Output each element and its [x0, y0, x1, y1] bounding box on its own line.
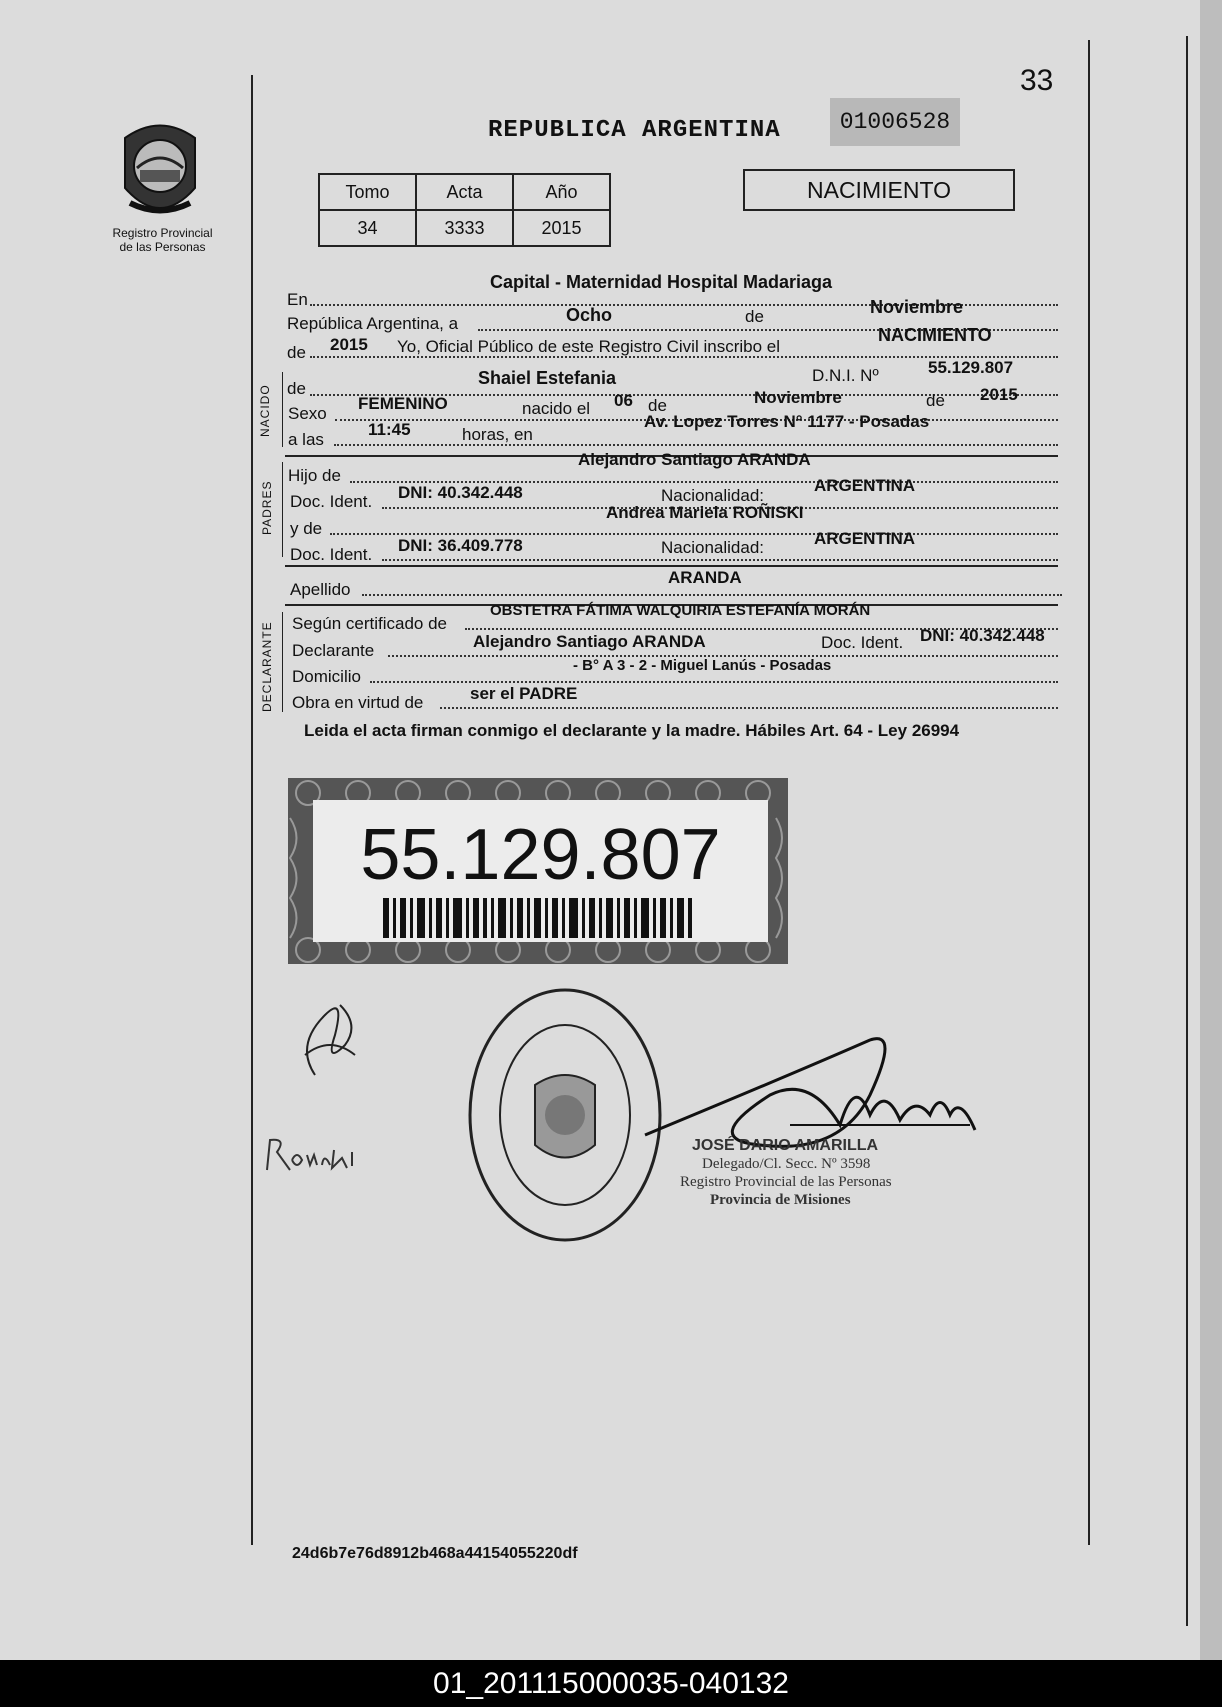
mother-signature-icon	[262, 1130, 362, 1180]
record-type-box: NACIMIENTO	[743, 169, 1015, 211]
oficial-text: Yo, Oficial Público de este Registro Civil inscribo el	[397, 337, 780, 356]
month: Noviembre	[870, 297, 964, 317]
page-edge-line	[1186, 36, 1188, 1626]
de-label: de	[745, 307, 764, 326]
dni-label: D.N.I. Nº	[812, 366, 879, 385]
table-cell: 2015	[513, 210, 610, 246]
table-header-row	[319, 174, 610, 210]
child-name: Shaiel Estefania	[478, 368, 617, 388]
dni-number: 55.129.807	[360, 815, 721, 895]
file-name-bar: 01_201115000035-040132	[0, 1660, 1222, 1707]
declarant-signature-icon	[285, 985, 365, 1085]
en-value: Capital - Maternidad Hospital Madariaga	[490, 272, 833, 292]
nacido-label: nacido el	[522, 399, 591, 418]
de-label: de	[648, 396, 667, 415]
nacionalidad-label: Nacionalidad:	[661, 538, 765, 557]
yde-label: y de	[290, 519, 323, 538]
apellido-value: ARANDA	[668, 568, 742, 587]
section-label-padres: PADRES	[260, 480, 274, 535]
right-margin-line	[1088, 40, 1090, 1545]
domicilio-value: - B° A 3 - 2 - Miguel Lanús - Posadas	[573, 657, 832, 674]
horas-label: horas, en	[462, 425, 533, 444]
declarante-value: Alejandro Santiago ARANDA	[473, 632, 706, 651]
father-nationality: ARGENTINA	[814, 476, 916, 495]
official-registry: Registro Provincial de las Personas	[680, 1174, 892, 1190]
birth-time: 11:45	[368, 420, 411, 439]
section-label-nacido: NACIDO	[258, 384, 272, 437]
mother-doc: DNI: 36.409.778	[398, 536, 523, 555]
doc-label: Doc. Ident.	[821, 633, 904, 652]
child-dni: 55.129.807	[928, 358, 1014, 377]
domicilio-label: Domicilio	[292, 667, 361, 686]
dni-label-panel	[313, 800, 768, 942]
republica-label: República Argentina, a	[287, 314, 459, 333]
birth-place: Av. Lopez Torres N° 1177 - Posadas	[644, 412, 930, 431]
mother-nationality: ARGENTINA	[814, 529, 916, 548]
declarante-doc: DNI: 40.342.448	[920, 626, 1045, 645]
section-bar	[282, 612, 283, 712]
signing-note: Leida el acta firman conmigo el declarante y la madre. Hábiles Art. 64 - Ley 26994	[304, 721, 960, 740]
father-name: Alejandro Santiago ARANDA	[578, 450, 811, 469]
dotted-line	[370, 680, 1058, 683]
alas-label: a las	[288, 430, 324, 449]
doc-label: Doc. Ident.	[290, 545, 373, 564]
apellido-label: Apellido	[290, 580, 351, 599]
certificado-value: OBSTETRA FÁTIMA WALQUIRIA ESTEFANÍA MORÁN	[490, 602, 871, 619]
nacionalidad-label: Nacionalidad:	[661, 486, 765, 505]
dotted-line	[362, 593, 1062, 596]
official-seal-icon	[465, 985, 665, 1245]
official-stamp	[680, 1137, 892, 1209]
table-header-cell: Año	[513, 174, 610, 210]
emblem-caption-line: Registro Provincial	[112, 226, 213, 240]
sexo-value: FEMENINO	[358, 394, 448, 413]
table-header-cell: Acta	[416, 174, 513, 210]
section-label-declarante: DECLARANTE	[260, 621, 274, 712]
birth-month: Noviembre	[754, 388, 842, 407]
hijo-label: Hijo de	[288, 466, 341, 485]
de-label: de	[926, 391, 945, 410]
dotted-line	[382, 558, 1058, 561]
dotted-line	[440, 706, 1058, 709]
en-label: En	[287, 290, 308, 309]
page-number: 33	[1020, 64, 1054, 97]
official-name: JOSÉ DARIO AMARILLA	[692, 1137, 879, 1154]
table-header-cell: Tomo	[319, 174, 416, 210]
dni-label-card	[288, 778, 788, 964]
emblem-caption	[100, 226, 225, 254]
segun-label: Según certificado de	[292, 614, 447, 633]
de-label: de	[287, 379, 306, 398]
document-hash: 24d6b7e76d8912b468a44154055220df	[292, 1545, 578, 1562]
year-prefix: de	[287, 343, 306, 362]
left-margin-line	[251, 75, 253, 1545]
document-title: REPUBLICA ARGENTINA	[488, 117, 781, 144]
registry-table	[318, 173, 611, 247]
barcode-icon	[383, 898, 693, 938]
dotted-line	[334, 443, 1058, 446]
section-bar	[282, 462, 283, 557]
dotted-line	[330, 532, 1058, 535]
birth-day: 06	[614, 391, 633, 410]
table-row	[319, 210, 610, 246]
inscribo-value: NACIMIENTO	[878, 325, 992, 345]
obra-label: Obra en virtud de	[292, 693, 424, 712]
official-title: Delegado/Cl. Secc. Nº 3598	[702, 1156, 871, 1172]
emblem-caption-line: de las Personas	[119, 240, 206, 254]
serial-number: 01006528	[830, 98, 960, 146]
table-cell: 3333	[416, 210, 513, 246]
declarante-label: Declarante	[292, 641, 375, 660]
section-bar	[282, 372, 283, 447]
day-word: Ocho	[566, 305, 613, 325]
father-doc: DNI: 40.342.448	[398, 483, 523, 502]
obra-value: ser el PADRE	[470, 684, 578, 703]
province-emblem-icon	[115, 118, 205, 223]
doc-label: Doc. Ident.	[290, 492, 373, 511]
mother-name: Andrea Mariela ROÑISKI	[606, 503, 804, 522]
birth-year: 2015	[980, 385, 1018, 404]
page-edge	[1200, 0, 1222, 1660]
official-province: Provincia de Misiones	[710, 1192, 851, 1208]
table-cell: 34	[319, 210, 416, 246]
sexo-label: Sexo	[288, 404, 327, 423]
year: 2015	[330, 335, 368, 354]
